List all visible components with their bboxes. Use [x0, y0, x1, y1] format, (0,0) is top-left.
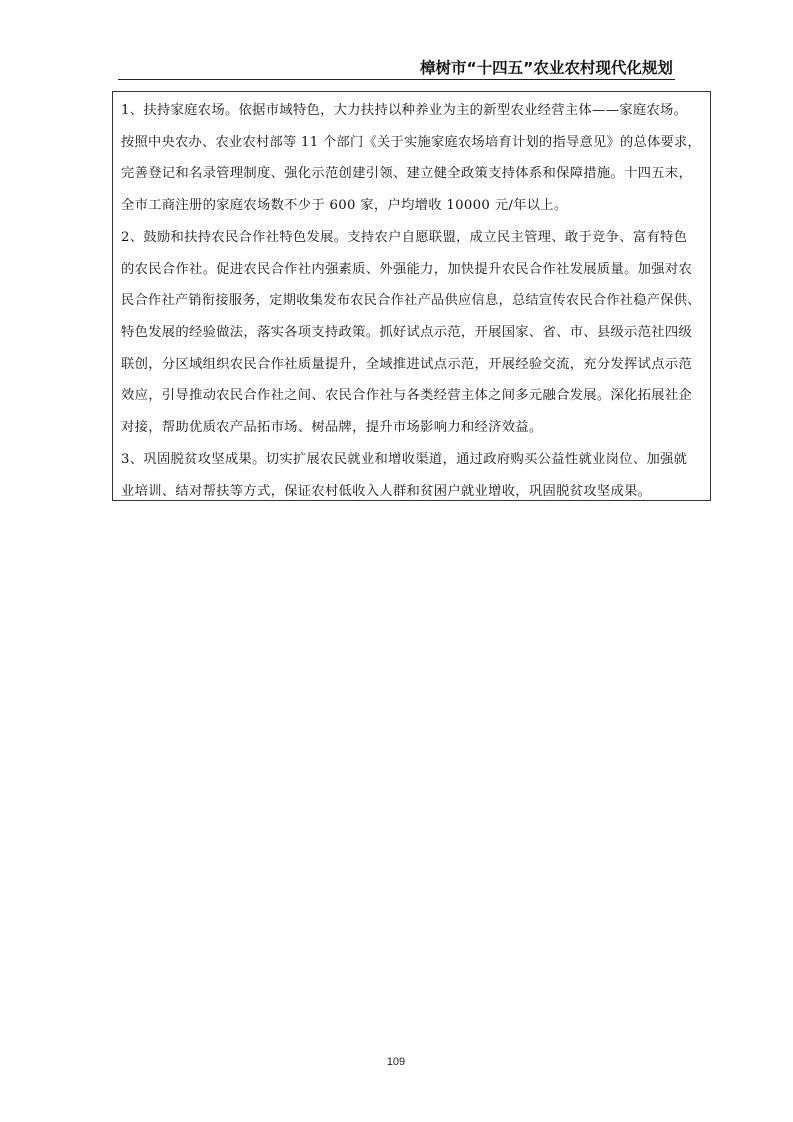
paragraph-cooperatives — [121, 222, 706, 444]
text-line: 联创，分区域组织农民合作社质量提升，全域推进试点示范，开展经验交流，充分发挥试点示范 — [121, 356, 693, 372]
text-line: 的农民合作社。促进农民合作社内强素质、外强能力，加快提升农民合作社发展质量。加强对农 — [121, 261, 693, 277]
paragraph-poverty-alleviation — [121, 444, 687, 507]
text-line: 特色发展的经验做法，落实各项支持政策。抓好试点示范，开展国家、省、市、县级示范社四级 — [121, 325, 693, 341]
text-line: 全市工商注册的家庭农场数不少于 600 家，户均增收 10000 元/年以上。 — [121, 198, 568, 214]
paragraph-family-farms — [121, 95, 705, 222]
text-line: 效应，引导推动农民合作社之间、农民合作社与各类经营主体之间多元融合发展。深化拓展社企 — [121, 388, 693, 404]
text-line: 3、巩固脱贫攻坚成果。切实扩展农民就业和增收渠道，通过政府购买公益性就业岗位、加强就 — [121, 452, 688, 467]
page-number: 109 — [386, 1056, 406, 1068]
running-header-title: 樟树市“十四五”农业农村现代化规划 — [420, 59, 673, 77]
text-line: 完善登记和名录管理制度、强化示范创建引领、建立健全政策支持体系和保障措施。十四五末， — [121, 166, 693, 182]
text-line: 民合作社产销衔接服务，定期收集发布农民合作社产品供应信息，总结宣传农民合作社稳产保供、 — [121, 293, 701, 309]
text-line: 2、鼓励和扶持农民合作社特色发展。支持农户自愿联盟，成立民主管理、敢于竞争、富有特色 — [121, 230, 688, 245]
header-divider — [118, 79, 675, 80]
text-line: 对接，帮助优质农产品拓市场、树品牌，提升市场影响力和经济效益。 — [121, 420, 543, 436]
text-line: 按照中央农办、农业农村部等 11 个部门《关于实施家庭农场培育计划的指导意见》的总体要求， — [121, 134, 702, 150]
content-table-cell — [112, 91, 711, 501]
text-line: 1、扶持家庭农场。依据市域特色，大力扶持以种养业为主的新型农业经营主体——家庭农场。 — [121, 103, 688, 118]
text-line: 业培训、结对帮扶等方式，保证农村低收入人群和贫困户就业增收，巩固脱贫攻坚成果。 — [121, 483, 652, 499]
